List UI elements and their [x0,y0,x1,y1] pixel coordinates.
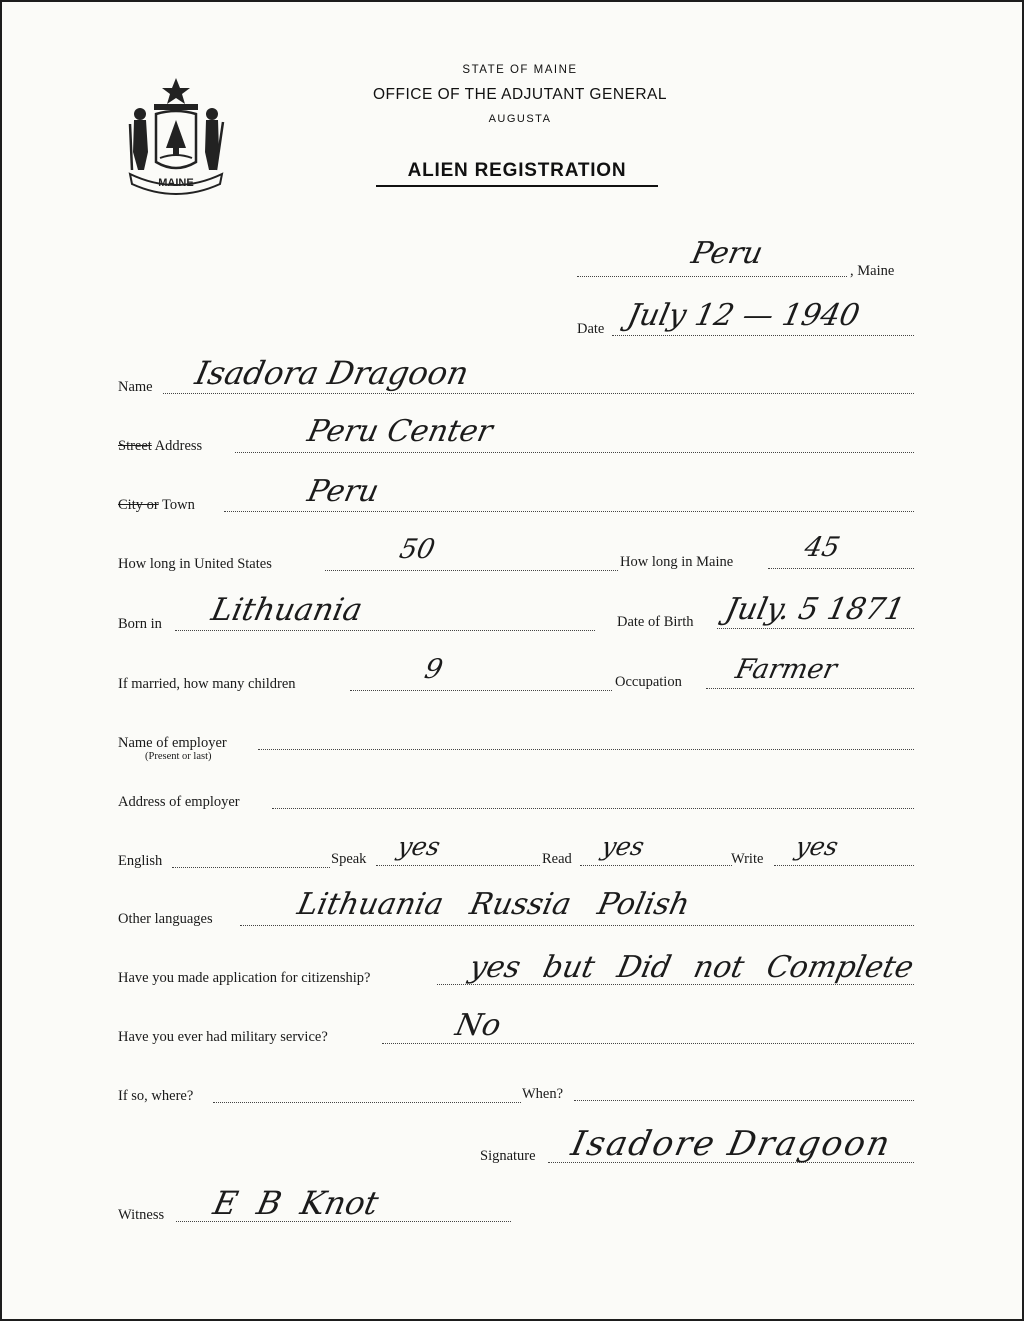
date-label: Date [577,321,605,337]
occupation-entry: Farmer [732,654,840,685]
other-languages-line [240,925,914,926]
military-entry: No [452,1008,505,1043]
date-line [612,335,914,336]
employer-name-label: Name of employer [118,735,227,751]
date-of-birth-entry: July. 5 1871 [722,592,908,627]
born-in-entry: Lithuania [208,592,366,628]
signature-entry: Isadore Dragoon [567,1124,896,1164]
address-entry: Peru Center [304,414,496,449]
when-line [574,1100,914,1101]
if-so-where-line [213,1102,521,1103]
children-label: If married, how many children [118,676,296,692]
employer-note: (Present or last) [145,751,212,762]
how-long-maine-label: How long in Maine [620,554,734,570]
state-heading: STATE OF MAINE [462,64,578,76]
form-title: ALIEN REGISTRATION [376,160,658,187]
svg-text:MAINE: MAINE [158,177,194,189]
office-heading: OFFICE OF THE ADJUTANT GENERAL [372,86,668,103]
occupation-line [706,688,914,689]
speak-line [376,865,540,866]
date-entry: July 12 — 1940 [624,298,863,333]
write-line [774,865,914,866]
town-label-text: Town [158,497,195,513]
citizenship-entry: yes but Did not Complete [466,950,917,985]
city-heading: AUGUSTA [488,113,552,125]
read-line [580,865,732,866]
street-struck-label: Street [118,438,152,454]
employer-address-line [272,808,914,809]
military-label: Have you ever had military service? [118,1029,328,1045]
witness-label: Witness [118,1207,165,1223]
read-label: Read [542,851,572,867]
when-label: When? [522,1086,564,1102]
how-long-maine-entry: 45 [801,532,843,563]
town-header-line [577,276,847,277]
maine-state-seal-icon [120,74,232,196]
read-entry: yes [598,832,647,861]
how-long-us-line [325,570,618,571]
date-of-birth-line [717,628,914,629]
name-entry: Isadora Dragoon [191,354,473,392]
town-header-entry: Peru [688,236,766,271]
address-label-text: Address [151,438,203,454]
employer-name-line [258,749,914,750]
other-languages-entry: Lithuania Russia Polish [294,887,693,922]
witness-entry: E B Knot [209,1184,382,1222]
children-line [350,690,612,691]
born-in-label: Born in [118,616,162,632]
how-long-us-label: How long in United States [118,556,272,572]
town-label [118,497,195,514]
english-label: English [118,853,163,869]
signature-label: Signature [480,1148,536,1164]
citizenship-label: Have you made application for citizenship? [118,970,371,986]
employer-address-label: Address of employer [118,794,240,810]
town-line [224,511,914,512]
military-line [382,1043,914,1044]
maine-label: , Maine [850,263,895,279]
how-long-us-entry: 50 [396,534,438,565]
speak-entry: yes [394,832,443,861]
occupation-label: Occupation [615,674,682,690]
children-entry: 9 [421,654,446,685]
how-long-maine-line [768,568,914,569]
write-label: Write [731,851,764,867]
address-line [235,452,914,453]
write-entry: yes [792,832,841,861]
english-line [172,867,330,868]
other-languages-label: Other languages [118,911,213,927]
name-label: Name [118,379,153,395]
speak-label: Speak [331,851,367,867]
city-struck-label: City or [118,497,159,513]
name-line [163,393,914,394]
if-so-where-label: If so, where? [118,1088,194,1104]
town-entry: Peru [304,474,382,509]
born-in-line [175,630,595,631]
date-of-birth-label: Date of Birth [617,614,694,630]
address-label [118,438,202,455]
